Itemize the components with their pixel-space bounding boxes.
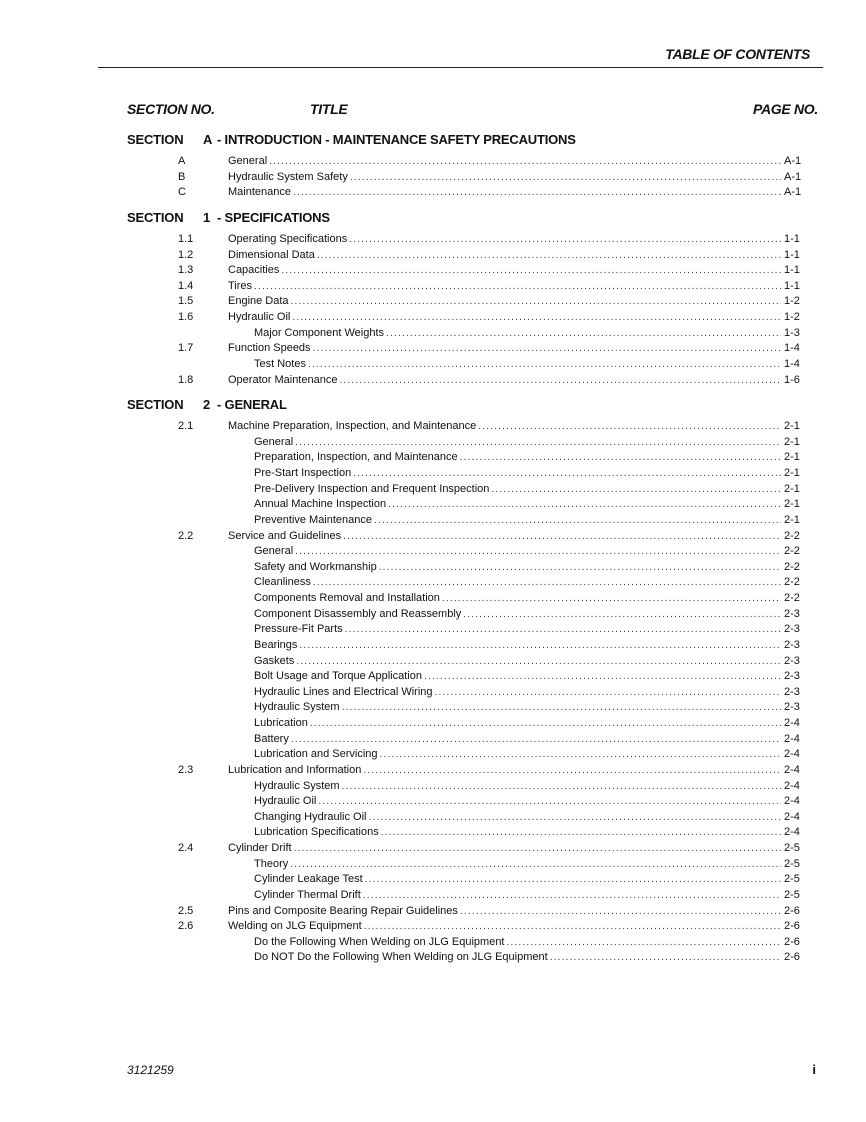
dot-leader: [374, 513, 781, 529]
dot-leader: [308, 357, 781, 373]
entry-number: 2.6: [178, 920, 194, 933]
entry-page-number: 2-2: [784, 592, 800, 604]
section-title: - GENERAL: [217, 397, 287, 413]
toc-subentry[interactable]: [0, 685, 866, 701]
entry-number: B: [178, 170, 186, 183]
entry-number: 2.2: [178, 529, 194, 542]
entry-page-number: 2-1: [784, 498, 800, 511]
toc-subentry[interactable]: [0, 450, 866, 466]
dot-leader: [293, 185, 781, 201]
entry-page-number: 2-4: [784, 763, 800, 776]
entry-page-number: A-1: [784, 170, 802, 183]
toc-entry[interactable]: [0, 529, 866, 545]
entry-page-number: 2-6: [784, 920, 800, 933]
section-id: 2: [203, 397, 211, 413]
toc-entry[interactable]: [0, 373, 866, 389]
entry-page-number: A-1: [784, 155, 802, 167]
toc-entry[interactable]: [0, 154, 866, 170]
entry-number: 1.1: [178, 232, 194, 245]
toc-subentry[interactable]: [0, 888, 866, 904]
column-header-title: TITLE: [310, 101, 348, 117]
entry-leader-line: [254, 857, 781, 873]
entry-page-number: 2-1: [784, 420, 800, 433]
entry-leader-line: [228, 310, 781, 326]
section-title: - INTRODUCTION - MAINTENANCE SAFETY PRECAUTIONS: [217, 132, 576, 147]
entry-title: Changing Hydraulic Oil: [254, 810, 367, 823]
toc-subentry[interactable]: [0, 326, 866, 342]
column-header-section: SECTION NO.: [127, 101, 215, 117]
entry-title: Component Disassembly and Reassembly: [254, 607, 462, 620]
dot-leader: [550, 950, 781, 966]
section-heading: [0, 208, 866, 228]
entry-leader-line: [254, 357, 781, 373]
toc-subentry[interactable]: [0, 575, 866, 591]
entry-title: Pins and Composite Bearing Repair Guidelines: [228, 904, 458, 917]
toc-subentry[interactable]: [0, 482, 866, 498]
dot-leader: [386, 326, 781, 342]
entry-leader-line: [254, 513, 781, 529]
section-heading: [0, 130, 866, 150]
dot-leader: [363, 763, 781, 779]
entry-leader-line: [254, 482, 781, 498]
toc-entry[interactable]: [0, 310, 866, 326]
entry-title: General: [254, 545, 294, 558]
dot-leader: [349, 232, 781, 248]
entry-leader-line: [228, 841, 781, 857]
entry-leader-line: [254, 638, 781, 654]
toc-subentry[interactable]: [0, 544, 866, 560]
entry-page-number: 1-1: [784, 248, 800, 261]
entry-page-number: 2-3: [784, 701, 800, 714]
toc-subentry[interactable]: [0, 716, 866, 732]
entry-leader-line: [254, 607, 781, 623]
entry-number: A: [178, 155, 186, 167]
toc-entry[interactable]: [0, 763, 866, 779]
entry-number: 1.6: [178, 311, 194, 323]
dot-leader: [296, 654, 781, 670]
section-title: - SPECIFICATIONS: [217, 209, 330, 225]
entry-page-number: 2-1: [784, 513, 800, 526]
toc-subentry[interactable]: [0, 654, 866, 670]
entry-leader-line: [228, 154, 781, 170]
entry-title: Safety and Workmanship: [254, 560, 377, 573]
column-headers: [0, 101, 866, 121]
entry-title: Welding on JLG Equipment: [228, 920, 362, 933]
toc-subentry[interactable]: [0, 466, 866, 482]
toc-subentry[interactable]: [0, 607, 866, 623]
entry-leader-line: [254, 560, 781, 576]
toc-entry[interactable]: [0, 841, 866, 857]
entry-title: Hydraulic System Safety: [228, 170, 348, 183]
toc-entry[interactable]: [0, 279, 866, 295]
toc-entry[interactable]: [0, 419, 866, 435]
table-of-contents: [0, 123, 866, 966]
entry-title: Maintenance: [228, 186, 291, 199]
entry-title: Do NOT Do the Following When Welding on JLG Equipment: [254, 951, 548, 964]
entry-title: Hydraulic Oil: [254, 795, 317, 808]
dot-leader: [343, 529, 781, 545]
entry-page-number: 2-4: [784, 810, 800, 823]
dot-leader: [295, 544, 781, 560]
entry-title: Lubrication Specifications: [254, 826, 379, 839]
entry-number: 1.2: [178, 248, 194, 261]
entry-page-number: 2-4: [784, 717, 800, 729]
dot-leader: [318, 794, 781, 810]
entry-page-number: 2-5: [784, 873, 800, 886]
entry-page-number: 2-2: [784, 529, 800, 542]
dot-leader: [388, 497, 781, 513]
entry-title: Preventive Maintenance: [254, 513, 373, 526]
dot-leader: [299, 638, 781, 654]
dot-leader: [507, 935, 782, 951]
toc-entry[interactable]: [0, 294, 866, 310]
entry-page-number: 2-3: [784, 623, 800, 636]
entry-leader-line: [254, 888, 781, 904]
entry-page-number: 2-2: [784, 560, 800, 573]
entry-title: Function Speeds: [228, 342, 311, 355]
dot-leader: [281, 263, 781, 279]
section-word: SECTION: [127, 397, 184, 413]
toc-subentry[interactable]: [0, 950, 866, 966]
dot-leader: [463, 607, 781, 623]
entry-page-number: 2-1: [784, 467, 800, 479]
entry-page-number: 2-5: [784, 857, 800, 870]
entry-title: Lubrication and Information: [228, 763, 362, 776]
entry-title: Tires: [228, 279, 253, 292]
entry-title: Pressure-Fit Parts: [254, 623, 343, 636]
toc-subentry[interactable]: [0, 732, 866, 748]
toc-subentry[interactable]: [0, 857, 866, 873]
entry-page-number: 2-6: [784, 951, 800, 964]
entry-number: 2.4: [178, 842, 194, 854]
entry-title: Annual Machine Inspection: [254, 498, 387, 511]
dot-leader: [310, 716, 781, 732]
toc-subentry[interactable]: [0, 700, 866, 716]
dot-leader: [269, 154, 781, 170]
toc-subentry[interactable]: [0, 513, 866, 529]
dot-leader: [342, 779, 781, 795]
entry-leader-line: [228, 419, 781, 435]
entry-page-number: 1-1: [784, 279, 800, 292]
entry-leader-line: [254, 669, 781, 685]
dot-leader: [379, 560, 781, 576]
entry-leader-line: [254, 591, 781, 607]
section-id: 1: [203, 209, 211, 225]
entry-page-number: 2-1: [784, 451, 800, 464]
dot-leader: [478, 419, 781, 435]
entry-number: 2.5: [178, 904, 194, 917]
dot-leader: [290, 857, 781, 873]
dot-leader: [364, 919, 781, 935]
entry-page-number: 2-4: [784, 779, 800, 792]
header-rule: [98, 67, 823, 68]
entry-page-number: 1-4: [784, 357, 800, 370]
section-entries: [0, 419, 866, 966]
dot-leader: [291, 294, 781, 310]
dot-leader: [292, 310, 781, 326]
column-header-page: PAGE NO.: [752, 101, 818, 117]
toc-subentry[interactable]: [0, 794, 866, 810]
entry-leader-line: [228, 529, 781, 545]
entry-title: General: [254, 435, 294, 448]
page-header-title: TABLE OF CONTENTS: [665, 46, 810, 62]
entry-page-number: 2-2: [784, 545, 800, 558]
entry-title: Pre-Start Inspection: [254, 467, 352, 479]
entry-title: Machine Preparation, Inspection, and Maintenance: [228, 420, 477, 433]
entry-page-number: 2-5: [784, 842, 800, 854]
entry-title: Components Removal and Installation: [254, 592, 440, 604]
entry-number: 1.3: [178, 264, 194, 277]
entry-leader-line: [254, 435, 781, 451]
toc-entry[interactable]: [0, 170, 866, 186]
dot-leader: [294, 841, 781, 857]
entry-page-number: 2-1: [784, 435, 800, 448]
entry-title: Bearings: [254, 638, 298, 651]
entry-title: Operator Maintenance: [228, 373, 338, 386]
dot-leader: [342, 700, 781, 716]
entry-title: Cylinder Leakage Test: [254, 873, 363, 886]
dot-leader: [254, 279, 781, 295]
entry-title: Bolt Usage and Torque Application: [254, 670, 422, 683]
entry-page-number: 2-1: [784, 482, 800, 495]
dot-leader: [363, 888, 781, 904]
entry-leader-line: [254, 450, 781, 466]
dot-leader: [313, 575, 781, 591]
entry-leader-line: [254, 544, 781, 560]
entry-leader-line: [254, 810, 781, 826]
entry-title: Operating Specifications: [228, 232, 348, 245]
entry-title: Battery: [254, 732, 289, 745]
entry-page-number: 1-1: [784, 232, 800, 245]
entry-title: Cylinder Drift: [228, 842, 292, 854]
dot-leader: [424, 669, 781, 685]
entry-leader-line: [228, 373, 781, 389]
entry-page-number: 2-3: [784, 607, 800, 620]
toc-entry[interactable]: [0, 904, 866, 920]
entry-page-number: 1-6: [784, 373, 800, 386]
entry-page-number: A-1: [784, 186, 802, 199]
entry-page-number: 1-2: [784, 311, 800, 323]
entry-leader-line: [254, 497, 781, 513]
dot-leader: [460, 450, 781, 466]
entry-leader-line: [228, 170, 781, 186]
toc-entry[interactable]: [0, 341, 866, 357]
entry-leader-line: [254, 950, 781, 966]
footer-page-number: i: [812, 1062, 816, 1077]
entry-title: Do the Following When Welding on JLG Equipment: [254, 935, 505, 948]
dot-leader: [345, 622, 781, 638]
dot-leader: [295, 435, 781, 451]
entry-page-number: 1-4: [784, 342, 800, 355]
entry-page-number: 2-2: [784, 576, 800, 589]
dot-leader: [317, 248, 781, 264]
entry-number: 2.3: [178, 763, 194, 776]
entry-leader-line: [228, 248, 781, 264]
entry-number: 1.7: [178, 342, 194, 355]
toc-subentry[interactable]: [0, 435, 866, 451]
entry-leader-line: [254, 794, 781, 810]
entry-leader-line: [254, 700, 781, 716]
toc-entry[interactable]: [0, 919, 866, 935]
entry-title: Preparation, Inspection, and Maintenance: [254, 451, 458, 464]
dot-leader: [491, 482, 781, 498]
dot-leader: [380, 747, 781, 763]
section-entries: [0, 154, 866, 201]
entry-page-number: 2-3: [784, 670, 800, 683]
dot-leader: [435, 685, 781, 701]
section-word: SECTION: [127, 132, 184, 147]
entry-title: Cylinder Thermal Drift: [254, 888, 361, 901]
entry-leader-line: [228, 904, 781, 920]
entry-leader-line: [254, 466, 781, 482]
dot-leader: [442, 591, 781, 607]
entry-title: Service and Guidelines: [228, 529, 342, 542]
entry-leader-line: [254, 825, 781, 841]
dot-leader: [339, 373, 781, 389]
toc-entry[interactable]: [0, 232, 866, 248]
entry-page-number: 2-4: [784, 826, 800, 839]
entry-page-number: 2-5: [784, 888, 800, 901]
entry-title: Hydraulic System: [254, 779, 340, 792]
dot-leader: [291, 732, 781, 748]
entry-leader-line: [228, 919, 781, 935]
entry-title: Dimensional Data: [228, 248, 315, 261]
entry-page-number: 1-2: [784, 295, 800, 308]
dot-leader: [313, 341, 781, 357]
entry-title: Lubrication and Servicing: [254, 748, 378, 761]
toc-subentry[interactable]: [0, 497, 866, 513]
toc-subentry[interactable]: [0, 779, 866, 795]
entry-leader-line: [228, 294, 781, 310]
entry-leader-line: [254, 747, 781, 763]
dot-leader: [353, 466, 781, 482]
dot-leader: [381, 825, 781, 841]
entry-page-number: 2-4: [784, 748, 800, 761]
entry-page-number: 2-6: [784, 904, 800, 917]
toc-subentry[interactable]: [0, 935, 866, 951]
toc-subentry[interactable]: [0, 810, 866, 826]
entry-leader-line: [254, 872, 781, 888]
entry-title: Capacities: [228, 264, 280, 277]
entry-leader-line: [254, 779, 781, 795]
toc-subentry[interactable]: [0, 622, 866, 638]
entry-leader-line: [254, 935, 781, 951]
entry-title: Gaskets: [254, 654, 295, 667]
entry-page-number: 2-3: [784, 638, 800, 651]
section-word: SECTION: [127, 209, 184, 225]
dot-leader: [350, 170, 781, 186]
entry-leader-line: [228, 263, 781, 279]
toc-subentry[interactable]: [0, 357, 866, 373]
footer-doc-number: 3121259: [127, 1063, 174, 1077]
entry-title: Major Component Weights: [254, 326, 385, 339]
dot-leader: [365, 872, 781, 888]
entry-page-number: 2-4: [784, 795, 800, 808]
entry-leader-line: [254, 622, 781, 638]
entry-title: Lubrication: [254, 717, 308, 729]
toc-subentry[interactable]: [0, 638, 866, 654]
toc-subentry[interactable]: [0, 825, 866, 841]
toc-entry[interactable]: [0, 263, 866, 279]
entry-page-number: 2-4: [784, 732, 800, 745]
toc-entry[interactable]: [0, 185, 866, 201]
entry-number: 2.1: [178, 420, 194, 433]
entry-page-number: 2-3: [784, 685, 800, 698]
entry-title: Pre-Delivery Inspection and Frequent Inspection: [254, 482, 490, 495]
entry-number: 1.5: [178, 295, 194, 308]
entry-title: Hydraulic Oil: [228, 311, 291, 323]
entry-leader-line: [228, 341, 781, 357]
entry-title: Test Notes: [254, 357, 306, 370]
entry-leader-line: [254, 575, 781, 591]
section-heading: [0, 395, 866, 415]
toc-subentry[interactable]: [0, 872, 866, 888]
entry-title: Hydraulic System: [254, 701, 340, 714]
entry-page-number: 2-3: [784, 654, 800, 667]
entry-leader-line: [254, 732, 781, 748]
entry-leader-line: [254, 716, 781, 732]
entry-number: 1.8: [178, 373, 194, 386]
entry-leader-line: [228, 232, 781, 248]
toc-subentry[interactable]: [0, 591, 866, 607]
entry-leader-line: [228, 763, 781, 779]
entry-title: Theory: [254, 857, 289, 870]
entry-leader-line: [228, 185, 781, 201]
entry-page-number: 1-1: [784, 264, 800, 277]
toc-subentry[interactable]: [0, 747, 866, 763]
entry-title: Hydraulic Lines and Electrical Wiring: [254, 685, 433, 698]
entry-page-number: 2-6: [784, 935, 800, 948]
entry-leader-line: [254, 685, 781, 701]
entry-number: C: [178, 186, 186, 199]
entry-title: General: [228, 155, 268, 167]
toc-subentry[interactable]: [0, 669, 866, 685]
section-id: A: [203, 132, 213, 147]
entry-title: Cleanliness: [254, 576, 311, 589]
dot-leader: [369, 810, 782, 826]
entry-leader-line: [254, 654, 781, 670]
entry-leader-line: [228, 279, 781, 295]
entry-leader-line: [254, 326, 781, 342]
toc-entry[interactable]: [0, 248, 866, 264]
entry-page-number: 1-3: [784, 326, 800, 339]
entry-number: 1.4: [178, 279, 194, 292]
section-entries: [0, 232, 866, 388]
toc-subentry[interactable]: [0, 560, 866, 576]
dot-leader: [460, 904, 781, 920]
entry-title: Engine Data: [228, 295, 289, 308]
